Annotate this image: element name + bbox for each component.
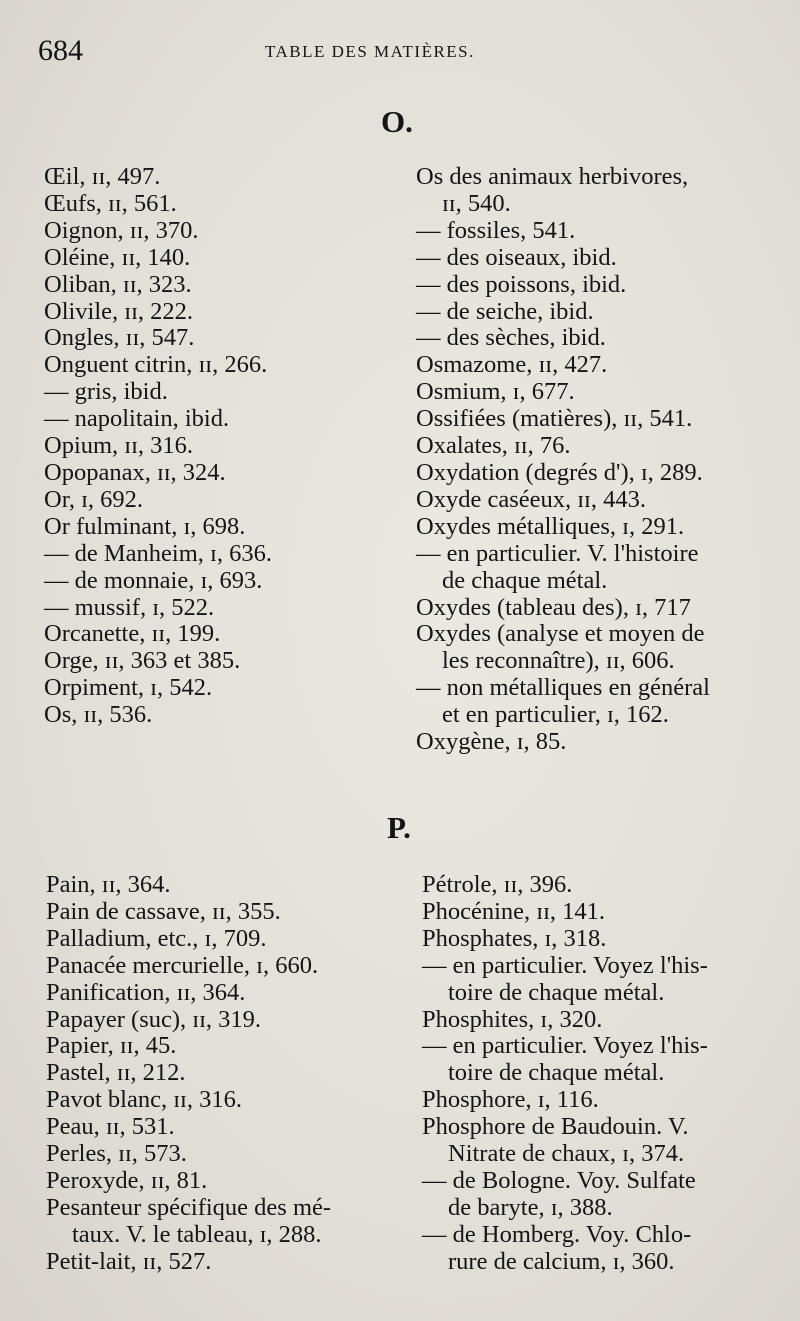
index-entry: Onguent citrin, ɪɪ, 266.: [44, 351, 268, 379]
index-entry: Or fulminant, ɪ, 698.: [44, 512, 246, 540]
index-entry: Pavot blanc, ɪɪ, 316.: [46, 1086, 242, 1114]
index-entry: Phosphites, ɪ, 320.: [422, 1005, 603, 1033]
index-entry: Orpiment, ɪ, 542.: [44, 674, 213, 702]
index-subentry: — des sèches, ibid.: [416, 324, 606, 352]
index-column-p-left: [46, 872, 331, 1276]
index-entry: Opopanax, ɪɪ, 324.: [44, 458, 226, 486]
index-entry: Palladium, etc., ɪ, 709.: [46, 924, 267, 952]
index-entry: Pain, ɪɪ, 364.: [46, 871, 171, 898]
index-entry-continuation: taux. V. le tableau, ɪ, 288.: [72, 1220, 322, 1248]
index-subentry: — en particulier. Voyez l'his-: [422, 1032, 708, 1060]
index-entry: Opium, ɪɪ, 316.: [44, 432, 194, 460]
index-subentry: — de monnaie, ɪ, 693.: [44, 566, 263, 594]
page-header: [0, 34, 800, 74]
index-entry: Os, ɪɪ, 536.: [44, 701, 153, 729]
index-entry-continuation: et en particulier, ɪ, 162.: [442, 701, 669, 729]
index-entry: Ongles, ɪɪ, 547.: [44, 324, 195, 352]
index-entry: Orge, ɪɪ, 363 et 385.: [44, 647, 241, 675]
index-entry: Phocénine, ɪɪ, 141.: [422, 897, 606, 925]
index-entry: Panification, ɪɪ, 364.: [46, 978, 246, 1006]
index-entry: Pastel, ɪɪ, 212.: [46, 1059, 186, 1087]
index-entry: Pesanteur spécifique des mé-: [46, 1193, 332, 1221]
index-entry: Œil, ɪɪ, 497.: [44, 163, 161, 190]
index-entry: Oxyde caséeux, ɪɪ, 443.: [416, 485, 646, 513]
index-entry: Petit-lait, ɪɪ, 527.: [46, 1247, 212, 1275]
index-entry: Phosphore, ɪ, 116.: [422, 1086, 599, 1114]
index-entry-continuation: de baryte, ɪ, 388.: [448, 1193, 613, 1221]
index-entry: Œufs, ɪɪ, 561.: [44, 189, 177, 217]
index-entry: Oliban, ɪɪ, 323.: [44, 270, 192, 298]
index-entry: Oxydes (analyse et moyen de: [416, 620, 705, 648]
index-entry: Osmium, ɪ, 677.: [416, 378, 575, 406]
index-entry: Phosphates, ɪ, 318.: [422, 924, 607, 952]
index-entry-continuation: ɪɪ, 540.: [442, 189, 511, 217]
index-column-o-right: [416, 164, 710, 756]
index-entry: Olivile, ɪɪ, 222.: [44, 297, 194, 325]
index-subentry: — des poissons, ibid.: [416, 270, 627, 298]
index-subentry: — fossiles, 541.: [416, 216, 576, 244]
index-entry: Osmazome, ɪɪ, 427.: [416, 351, 608, 379]
index-entry: Oxydes (tableau des), ɪ, 717: [416, 593, 691, 621]
index-entry-continuation: toire de chaque métal.: [448, 1059, 665, 1087]
index-entry-continuation: les reconnaître), ɪɪ, 606.: [442, 647, 675, 675]
index-column-o-left: [44, 164, 272, 729]
page-number: 684: [38, 34, 83, 67]
index-subentry: — mussif, ɪ, 522.: [44, 593, 215, 621]
index-entry-continuation: de chaque métal.: [442, 566, 608, 594]
index-entry: Oxalates, ɪɪ, 76.: [416, 432, 571, 460]
index-entry: Perles, ɪɪ, 573.: [46, 1140, 187, 1168]
index-entry: Panacée mercurielle, ɪ, 660.: [46, 951, 319, 979]
index-subentry: — de Bologne. Voy. Sulfate: [422, 1166, 696, 1194]
section-letter-p: P.: [387, 810, 411, 845]
index-subentry: — napolitain, ibid.: [44, 405, 230, 433]
index-subentry: — en particulier. Voyez l'his-: [422, 951, 708, 979]
index-subentry: — de seiche, ibid.: [416, 297, 594, 325]
index-entry: Oignon, ɪɪ, 370.: [44, 216, 199, 244]
index-entry: Oxydation (degrés d'), ɪ, 289.: [416, 458, 703, 486]
index-entry: Pétrole, ɪɪ, 396.: [422, 871, 573, 898]
index-entry: Phosphore de Baudouin. V.: [422, 1113, 689, 1141]
index-subentry: — en particulier. V. l'histoire: [416, 539, 699, 567]
index-entry: Oxygène, ɪ, 85.: [416, 728, 567, 756]
index-entry-continuation: Nitrate de chaux, ɪ, 374.: [448, 1140, 685, 1168]
index-subentry: — de Manheim, ɪ, 636.: [44, 539, 272, 567]
index-subentry: — gris, ibid.: [44, 378, 168, 406]
section-letter-o: O.: [381, 104, 413, 139]
index-entry: Papayer (suc), ɪɪ, 319.: [46, 1005, 261, 1033]
index-entry: Orcanette, ɪɪ, 199.: [44, 620, 221, 648]
index-column-p-right: [422, 872, 708, 1276]
index-entry: Peau, ɪɪ, 531.: [46, 1113, 175, 1141]
index-entry: Ossifiées (matières), ɪɪ, 541.: [416, 405, 693, 433]
index-entry: Pain de cassave, ɪɪ, 355.: [46, 897, 281, 925]
index-entry-continuation: rure de calcium, ɪ, 360.: [448, 1247, 675, 1275]
index-subentry: — des oiseaux, ibid.: [416, 243, 617, 271]
index-entry: Oléine, ɪɪ, 140.: [44, 243, 191, 271]
index-entry-continuation: toire de chaque métal.: [448, 978, 665, 1006]
index-subentry: — non métalliques en général: [416, 674, 710, 702]
index-entry: Os des animaux herbivores,: [416, 163, 689, 190]
index-entry: Or, ɪ, 692.: [44, 485, 144, 513]
index-entry: Peroxyde, ɪɪ, 81.: [46, 1166, 208, 1194]
running-head: TABLE DES MATIÈRES.: [265, 42, 475, 61]
index-entry: Papier, ɪɪ, 45.: [46, 1032, 177, 1060]
index-entry: Oxydes métalliques, ɪ, 291.: [416, 512, 685, 540]
index-subentry: — de Homberg. Voy. Chlo-: [422, 1220, 692, 1248]
